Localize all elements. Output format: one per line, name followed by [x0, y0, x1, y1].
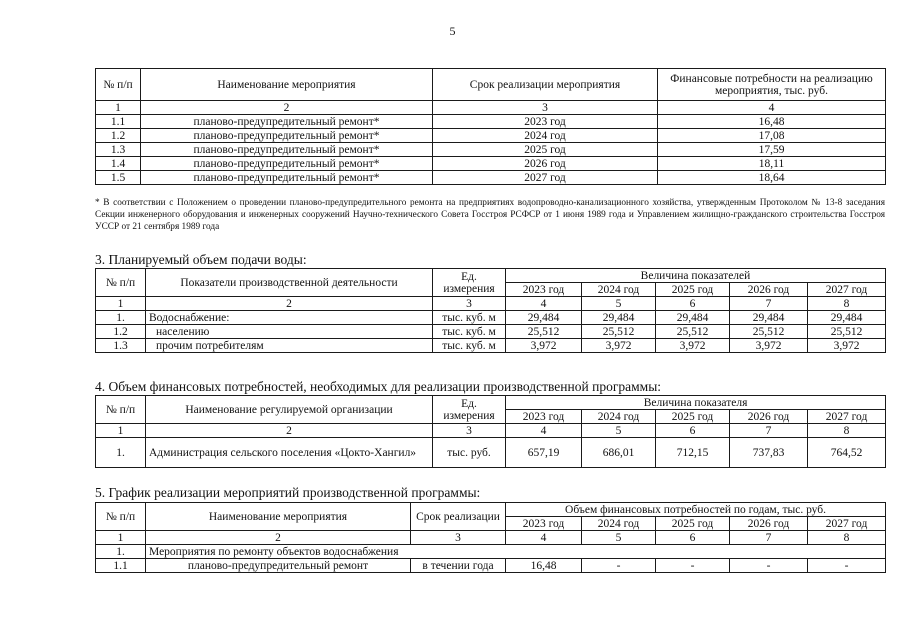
year-header: 2024 год — [582, 517, 656, 531]
table-row — [96, 129, 886, 143]
numbering-row — [96, 531, 886, 545]
year-header: 2026 год — [730, 410, 808, 424]
row-value: 712,15 — [656, 438, 730, 468]
numbering-cell: 6 — [656, 531, 730, 545]
row-value: 3,972 — [506, 339, 582, 353]
header-name: Показатели производственной деятельности — [146, 269, 433, 297]
row-value: 25,512 — [730, 325, 808, 339]
row-value: 3,972 — [582, 339, 656, 353]
row-num: 1.2 — [96, 325, 146, 339]
year-header: 2023 год — [506, 283, 582, 297]
numbering-cell: 8 — [808, 297, 886, 311]
row-unit: тыс. куб. м — [433, 325, 506, 339]
row-value: - — [808, 559, 886, 573]
numbering-cell: 3 — [433, 424, 506, 438]
row-value: 25,512 — [656, 325, 730, 339]
header-name: Наименование регулируемой организации — [146, 396, 433, 424]
row-name: Администрация сельского поселения «Цокто-Хангил» — [146, 438, 433, 468]
year-header: 2023 год — [506, 517, 582, 531]
numbering-cell: 4 — [506, 531, 582, 545]
row-num: 1.5 — [96, 171, 141, 185]
numbering-row — [96, 297, 886, 311]
row-value: 686,01 — [582, 438, 656, 468]
row-unit: тыс. куб. м — [433, 311, 506, 325]
row-value: 25,512 — [506, 325, 582, 339]
header-num: № п/п — [96, 269, 146, 297]
numbering-row — [96, 424, 886, 438]
row-num: 1. — [96, 545, 146, 559]
year-header: 2027 год — [808, 517, 886, 531]
numbering-cell: 2 — [146, 531, 411, 545]
numbering-cell: 6 — [656, 297, 730, 311]
row-term: 2025 год — [433, 143, 658, 157]
row-term: 2027 год — [433, 171, 658, 185]
row-value: 764,52 — [808, 438, 886, 468]
numbering-cell: 4 — [506, 424, 582, 438]
table-row — [96, 339, 886, 353]
group-row — [96, 545, 886, 559]
numbering-cell: 7 — [730, 297, 808, 311]
table-row — [96, 438, 886, 468]
row-value: 737,83 — [730, 438, 808, 468]
row-num: 1.2 — [96, 129, 141, 143]
numbering-cell: 4 — [658, 101, 886, 115]
table-header-row — [96, 69, 886, 101]
header-name: Наименование мероприятия — [141, 69, 433, 101]
numbering-cell: 1 — [96, 101, 141, 115]
row-name: Водоснабжение: — [146, 311, 433, 325]
water-supply-table — [95, 268, 886, 353]
row-unit: тыс. руб. — [433, 438, 506, 468]
numbering-row — [96, 101, 886, 115]
numbering-cell: 3 — [411, 531, 506, 545]
row-term: в течении года — [411, 559, 506, 573]
row-value: 25,512 — [808, 325, 886, 339]
row-term: 2026 год — [433, 157, 658, 171]
row-value: 29,484 — [506, 311, 582, 325]
page-number: 5 — [449, 24, 456, 38]
numbering-cell: 4 — [506, 297, 582, 311]
row-value: 29,484 — [730, 311, 808, 325]
finance-table — [95, 395, 886, 468]
row-term: 2024 год — [433, 129, 658, 143]
row-num: 1.4 — [96, 157, 141, 171]
row-value: 29,484 — [808, 311, 886, 325]
year-header: 2026 год — [730, 283, 808, 297]
section-4-title: 4. Объем финансовых потребностей, необходимых для реализации производственной программы: — [95, 379, 662, 394]
row-value: 18,64 — [658, 171, 886, 185]
row-value: 3,972 — [808, 339, 886, 353]
table-row — [96, 171, 886, 185]
numbering-cell: 5 — [582, 531, 656, 545]
year-header: 2024 год — [582, 410, 656, 424]
row-name: планово-предупредительный ремонт* — [141, 171, 433, 185]
header-term: Срок реализации — [411, 503, 506, 531]
header-num: № п/п — [96, 503, 146, 531]
row-num: 1.1 — [96, 559, 146, 573]
row-value: 29,484 — [582, 311, 656, 325]
row-name: планово-предупредительный ремонт* — [141, 143, 433, 157]
year-header: 2026 год — [730, 517, 808, 531]
numbering-cell: 2 — [141, 101, 433, 115]
table-header-row — [96, 503, 886, 517]
row-value: 29,484 — [656, 311, 730, 325]
table-row — [96, 157, 886, 171]
year-header: 2027 год — [808, 283, 886, 297]
numbering-cell: 5 — [582, 297, 656, 311]
header-finance: Финансовые потребности на реализацию мероприятия, тыс. руб. — [658, 69, 886, 101]
row-unit: тыс. куб. м — [433, 339, 506, 353]
row-name: прочим потребителям — [146, 339, 433, 353]
section-5-title: 5. График реализации мероприятий производственной программы: — [95, 485, 481, 500]
group-title: Мероприятия по ремонту объектов водоснабжения — [146, 545, 886, 559]
numbering-cell: 3 — [433, 297, 506, 311]
year-header: 2027 год — [808, 410, 886, 424]
year-header: 2025 год — [656, 410, 730, 424]
row-value: - — [730, 559, 808, 573]
numbering-cell: 1 — [96, 424, 146, 438]
row-value: 17,59 — [658, 143, 886, 157]
numbering-cell: 2 — [146, 297, 433, 311]
numbering-cell: 8 — [808, 424, 886, 438]
row-num: 1. — [96, 311, 146, 325]
row-value: 18,11 — [658, 157, 886, 171]
table-header-row — [96, 396, 886, 410]
numbering-cell: 3 — [433, 101, 658, 115]
row-name: планово-предупредительный ремонт* — [141, 157, 433, 171]
row-name: планово-предупредительный ремонт — [146, 559, 411, 573]
table-header-row — [96, 269, 886, 283]
year-header: 2023 год — [506, 410, 582, 424]
numbering-cell: 7 — [730, 424, 808, 438]
section-3-title: 3. Планируемый объем подачи воды: — [95, 252, 307, 267]
table-row — [96, 143, 886, 157]
row-num: 1.1 — [96, 115, 141, 129]
header-group: Величина показателя — [506, 396, 886, 410]
row-value: 3,972 — [656, 339, 730, 353]
year-header: 2024 год — [582, 283, 656, 297]
row-name: населению — [146, 325, 433, 339]
header-name: Наименование мероприятия — [146, 503, 411, 531]
table-row — [96, 311, 886, 325]
header-num: № п/п — [96, 69, 141, 101]
repair-plan-table — [95, 68, 886, 185]
row-num: 1.3 — [96, 143, 141, 157]
numbering-cell: 6 — [656, 424, 730, 438]
numbering-cell: 1 — [96, 531, 146, 545]
numbering-cell: 7 — [730, 531, 808, 545]
row-value: 3,972 — [730, 339, 808, 353]
table-row — [96, 559, 886, 573]
year-header: 2025 год — [656, 283, 730, 297]
header-unit: Ед. измерения — [433, 396, 506, 424]
numbering-cell: 5 — [582, 424, 656, 438]
numbering-cell: 2 — [146, 424, 433, 438]
year-header: 2025 год — [656, 517, 730, 531]
row-value: 16,48 — [506, 559, 582, 573]
numbering-cell: 1 — [96, 297, 146, 311]
row-value: 657,19 — [506, 438, 582, 468]
row-num: 1.3 — [96, 339, 146, 353]
header-unit: Ед. измерения — [433, 269, 506, 297]
table-row — [96, 325, 886, 339]
table-row — [96, 115, 886, 129]
numbering-cell: 8 — [808, 531, 886, 545]
header-group: Объем финансовых потребностей по годам, тыс. руб. — [506, 503, 886, 517]
row-value: - — [582, 559, 656, 573]
header-num: № п/п — [96, 396, 146, 424]
row-name: планово-предупредительный ремонт* — [141, 115, 433, 129]
header-term: Срок реализации мероприятия — [433, 69, 658, 101]
schedule-table — [95, 502, 886, 573]
footnote: * В соответствии с Положением о проведении планово-предупредительного ремонта на предприятиях водопроводно-канализационного хозяйства, утвержденным Протоколом № 13-8 заседания Секции инженерного оборудования и инженерных сооружений Научно-технического Совета Госстроя РСФСР от 1 июня 1989 года и Управлением жилищно-гражданского строительства Госстроя УССР от 21 сентября 1989 года — [95, 198, 885, 232]
header-group: Величина показателей — [506, 269, 886, 283]
row-value: - — [656, 559, 730, 573]
row-num: 1. — [96, 438, 146, 468]
row-name: планово-предупредительный ремонт* — [141, 129, 433, 143]
row-value: 16,48 — [658, 115, 886, 129]
row-term: 2023 год — [433, 115, 658, 129]
row-value: 17,08 — [658, 129, 886, 143]
row-value: 25,512 — [582, 325, 656, 339]
